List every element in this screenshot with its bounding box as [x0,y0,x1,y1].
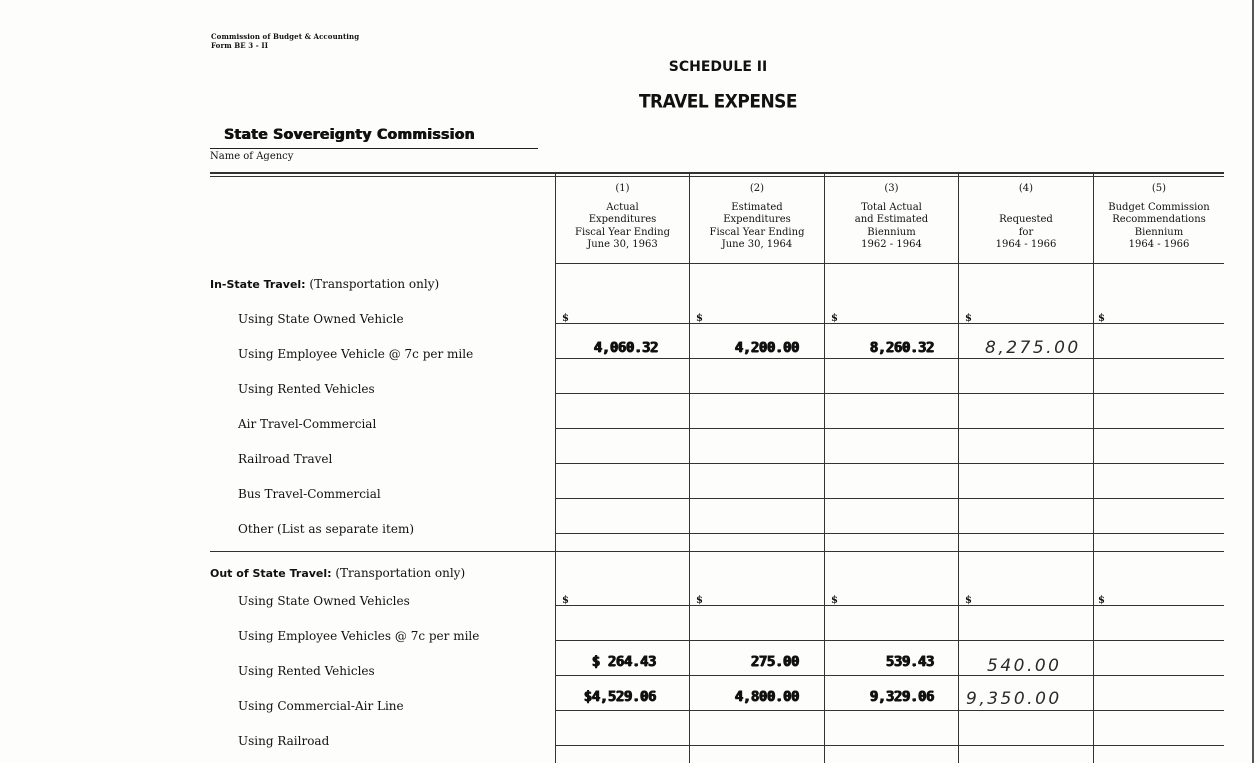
column-header-2 [690,183,824,252]
row-label: Bus Travel-Commercial [238,487,381,501]
row-label: Railroad Travel [238,452,333,466]
column-header-line: Biennium [1134,226,1184,238]
handwritten-value: 540.00 [987,656,1062,676]
header-bottom-rule [555,263,1224,264]
dollar-sign: $ [1098,313,1105,324]
row-rule [555,605,1224,606]
row-label: Using Employee Vehicles @ 7c per mile [238,629,480,643]
column-header-line: Recommendations [1112,214,1206,225]
column-number: (5) [1151,183,1167,194]
row-label: Using Commercial-Air Line [238,699,404,713]
column-header-line: Total Actual [861,201,922,213]
row-label: Using State Owned Vehicles [238,594,410,608]
column-number: (3) [884,183,899,194]
value-cell: $4,529.06 [583,689,656,705]
out-state-heading-bold: Out of State Travel: [210,567,332,580]
column-header-4 [959,183,1093,252]
column-header-line: Expenditures [588,214,657,225]
page-edge [1252,0,1254,763]
column-header-line: June 30, 1964 [721,239,793,250]
row-label: Using Rented Vehicles [238,382,375,396]
value-cell: 9,329.06 [869,689,934,705]
form-number: Form BE 3 - II [211,41,269,50]
row-label: Using State Owned Vehicle [238,312,404,326]
column-number: (1) [615,183,630,194]
out-state-heading [210,566,465,580]
table-top-rule [210,172,1224,174]
value-cell: 275.00 [750,654,799,670]
column-header-line: Expenditures [723,214,791,225]
row-rule [555,358,1224,359]
value-cell: 8,260.32 [869,340,934,356]
column-header-line: Requested [999,214,1053,225]
row-label: Air Travel-Commercial [238,417,377,431]
in-state-heading-rest: (Transportation only) [305,277,440,291]
agency-name: State Sovereignty Commission [224,127,475,143]
dollar-sign: $ [562,595,569,606]
dollar-sign: $ [696,313,703,324]
row-label: Other (List as separate item) [238,522,414,536]
column-header-line: Estimated [731,201,783,213]
value-cell: 4,800.00 [734,689,799,705]
row-rule [555,463,1224,464]
row-label: Using Railroad [238,734,330,748]
row-label: Using Rented Vehicles [238,664,375,678]
column-header-5 [1094,183,1224,252]
row-rule [555,745,1224,746]
dollar-sign: $ [562,313,569,324]
column-header-line: 1964 - 1966 [1128,239,1190,250]
column-header-line: June 30, 1963 [587,239,658,250]
dollar-sign: $ [965,595,972,606]
dollar-sign: $ [965,313,972,324]
value-cell: 4,060.32 [593,340,658,356]
form-issuer: Commission of Budget & Accounting [211,32,360,41]
row-rule [555,393,1224,394]
column-header-3 [825,183,958,252]
section-divider [210,551,1224,552]
column-header-line: and Estimated [854,214,929,225]
table-top-rule-inner [210,176,1224,177]
handwritten-value: 8,275.00 [985,338,1081,358]
schedule-subtitle: TRAVEL EXPENSE [638,91,798,113]
agency-label: Name of Agency [210,151,294,162]
in-state-heading [210,277,439,291]
value-cell: $ 264.43 [591,654,656,670]
row-rule [555,533,1224,534]
value-cell: 539.43 [885,654,934,670]
handwritten-value: 9,350.00 [966,689,1062,709]
out-state-heading-rest: (Transportation only) [331,566,466,580]
column-header-line: for [1018,226,1034,238]
column-number: (2) [749,183,765,194]
column-header-line: 1964 - 1966 [995,239,1057,250]
form-identifier [211,32,359,50]
dollar-sign: $ [831,313,838,324]
column-header-1 [556,183,689,252]
column-header-line: Fiscal Year Ending [575,226,670,238]
column-header-line: 1962 - 1964 [861,239,922,250]
row-rule [555,428,1224,429]
row-label: Using Employee Vehicle @ 7c per mile [238,347,474,361]
dollar-sign: $ [1098,595,1105,606]
column-header-line: Budget Commission [1108,201,1210,213]
column-header-line: Biennium [867,226,916,238]
in-state-heading-bold: In-State Travel: [210,278,306,291]
row-rule [555,498,1224,499]
column-header-line: Actual [606,201,639,213]
column-header-line: Fiscal Year Ending [709,226,805,238]
row-rule [555,323,1224,324]
column-header-line [959,202,1093,215]
dollar-sign: $ [696,595,703,606]
row-rule [555,710,1224,711]
agency-underline [210,148,538,149]
schedule-title: SCHEDULE II [668,59,768,75]
column-number: (4) [1018,183,1034,194]
value-cell: 4,200.00 [734,340,799,356]
row-rule [555,675,1224,676]
dollar-sign: $ [831,595,838,606]
row-rule [555,640,1224,641]
